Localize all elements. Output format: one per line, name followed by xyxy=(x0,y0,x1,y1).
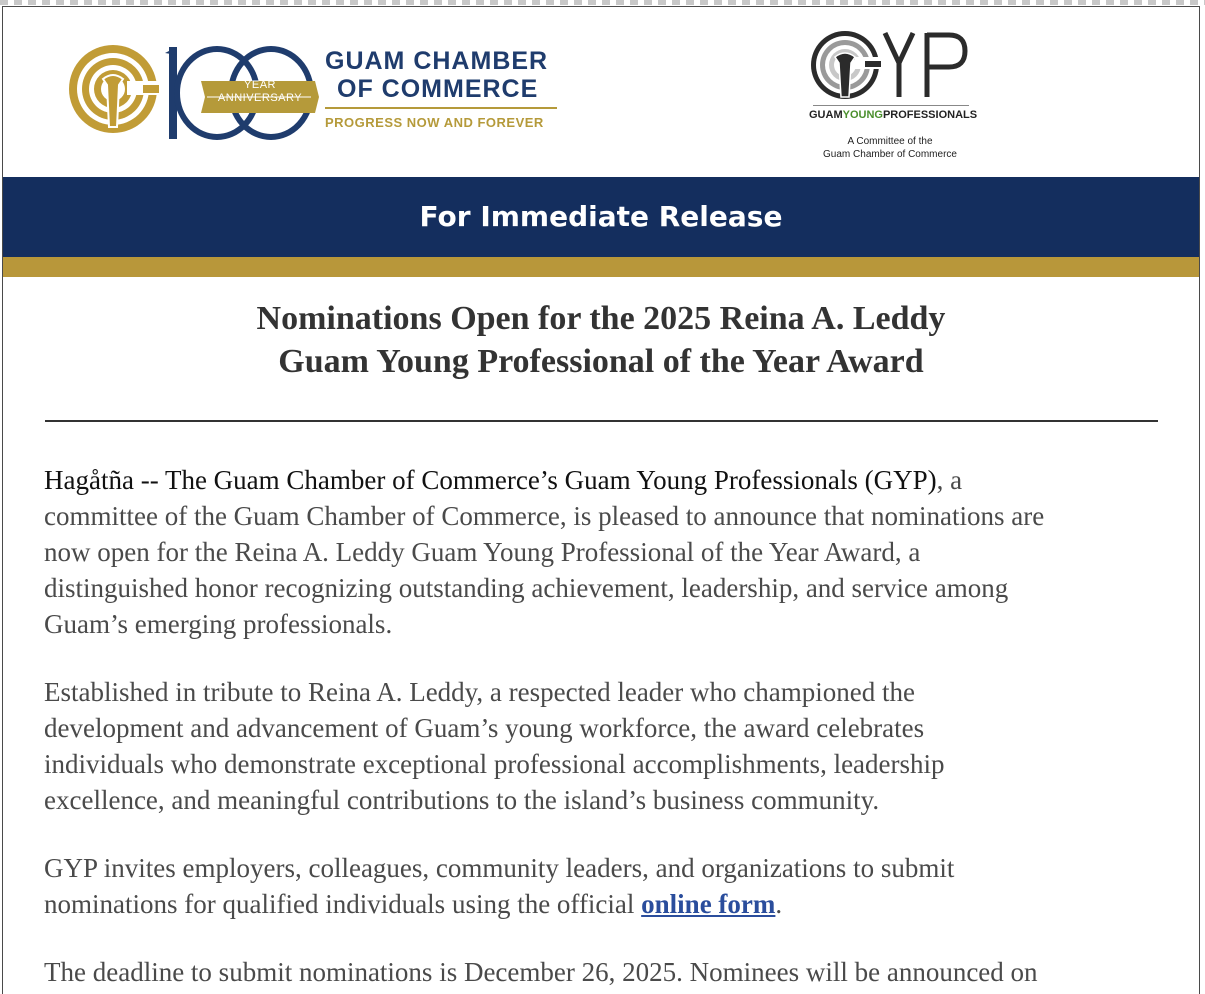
gold-accent-bar xyxy=(3,257,1199,277)
paragraph-line: Guam’s emerging professionals. xyxy=(44,609,393,639)
gyp-sub-line-1: A Committee of the xyxy=(847,136,933,147)
paragraph-intro xyxy=(44,462,1174,642)
anniversary-year: YEAR xyxy=(244,79,276,91)
header-logos xyxy=(3,7,1199,177)
paragraph-line: GYP invites employers, colleagues, community leaders, and organizations to submit xyxy=(44,853,955,883)
paragraph-line: Established in tribute to Reina A. Leddy, a respected leader who championed the xyxy=(44,677,915,707)
anniversary-ribbon xyxy=(201,79,319,107)
headline-divider xyxy=(45,420,1158,422)
top-dashed-border xyxy=(0,0,1205,5)
invite-text-before: nominations for qualified individuals using the official xyxy=(44,889,642,919)
paragraph-line: now open for the Reina A. Leddy Guam Young Professional of the Year Award, a xyxy=(44,537,921,567)
email-card xyxy=(2,6,1200,994)
gyp-emblem-icon xyxy=(809,27,971,105)
paragraph-line: distinguished honor recognizing outstanding achievement, leadership, and service among xyxy=(44,573,1009,603)
gyp-word-young: YOUNG xyxy=(842,109,883,121)
chamber-wordmark xyxy=(325,47,565,130)
press-release-headline xyxy=(3,297,1199,383)
gyp-word-professionals: PROFESSIONALS xyxy=(882,109,978,121)
online-form-link[interactable]: online form xyxy=(641,889,776,919)
chamber-name-line-2: OF COMMERCE xyxy=(337,75,539,103)
paragraph-line: committee of the Guam Chamber of Commerce, is pleased to announce that nominations are xyxy=(44,501,1045,531)
gyp-logo xyxy=(809,27,979,167)
dateline-rest: , a xyxy=(936,465,963,495)
paragraph-line: excellence, and meaningful contributions to the island’s business community. xyxy=(44,785,880,815)
anniversary-word: ANNIVERSARY xyxy=(217,92,303,104)
release-banner xyxy=(3,177,1199,257)
paragraph-line: individuals who demonstrate exceptional professional accomplishments, leadership xyxy=(44,749,945,779)
gyp-wordmark xyxy=(809,109,978,121)
dateline-text: Hagåtña -- The Guam Chamber of Commerce’s Guam Young Professionals (GYP) xyxy=(44,465,937,495)
guam-chamber-logo xyxy=(67,41,567,143)
paragraph-invite xyxy=(44,850,1174,922)
paragraph-tribute xyxy=(44,674,1174,818)
headline-line-2: Guam Young Professional of the Year Award xyxy=(278,343,924,380)
headline-line-1: Nominations Open for the 2025 Reina A. Leddy xyxy=(256,300,946,337)
paragraph-line: development and advancement of Guam’s young workforce, the award celebrates xyxy=(44,713,925,743)
chamber-tagline: PROGRESS NOW AND FOREVER xyxy=(325,115,544,130)
gyp-sub-line-2: Guam Chamber of Commerce xyxy=(823,149,957,160)
release-body xyxy=(44,462,1174,994)
paragraph-line: The deadline to submit nominations is December 26, 2025. Nominees will be announced on xyxy=(44,957,1038,987)
invite-text-after: . xyxy=(775,889,783,919)
paragraph-line xyxy=(44,462,1174,498)
gyp-word-guam: GUAM xyxy=(809,109,843,121)
banner-title: For Immediate Release xyxy=(419,200,783,233)
gyp-committee-note xyxy=(809,135,971,161)
chamber-rule xyxy=(325,107,557,109)
paragraph-deadline xyxy=(44,954,1174,990)
gyp-rule xyxy=(813,105,969,106)
paragraph-line xyxy=(44,886,1174,922)
chamber-name-line-1: GUAM CHAMBER xyxy=(325,47,549,75)
